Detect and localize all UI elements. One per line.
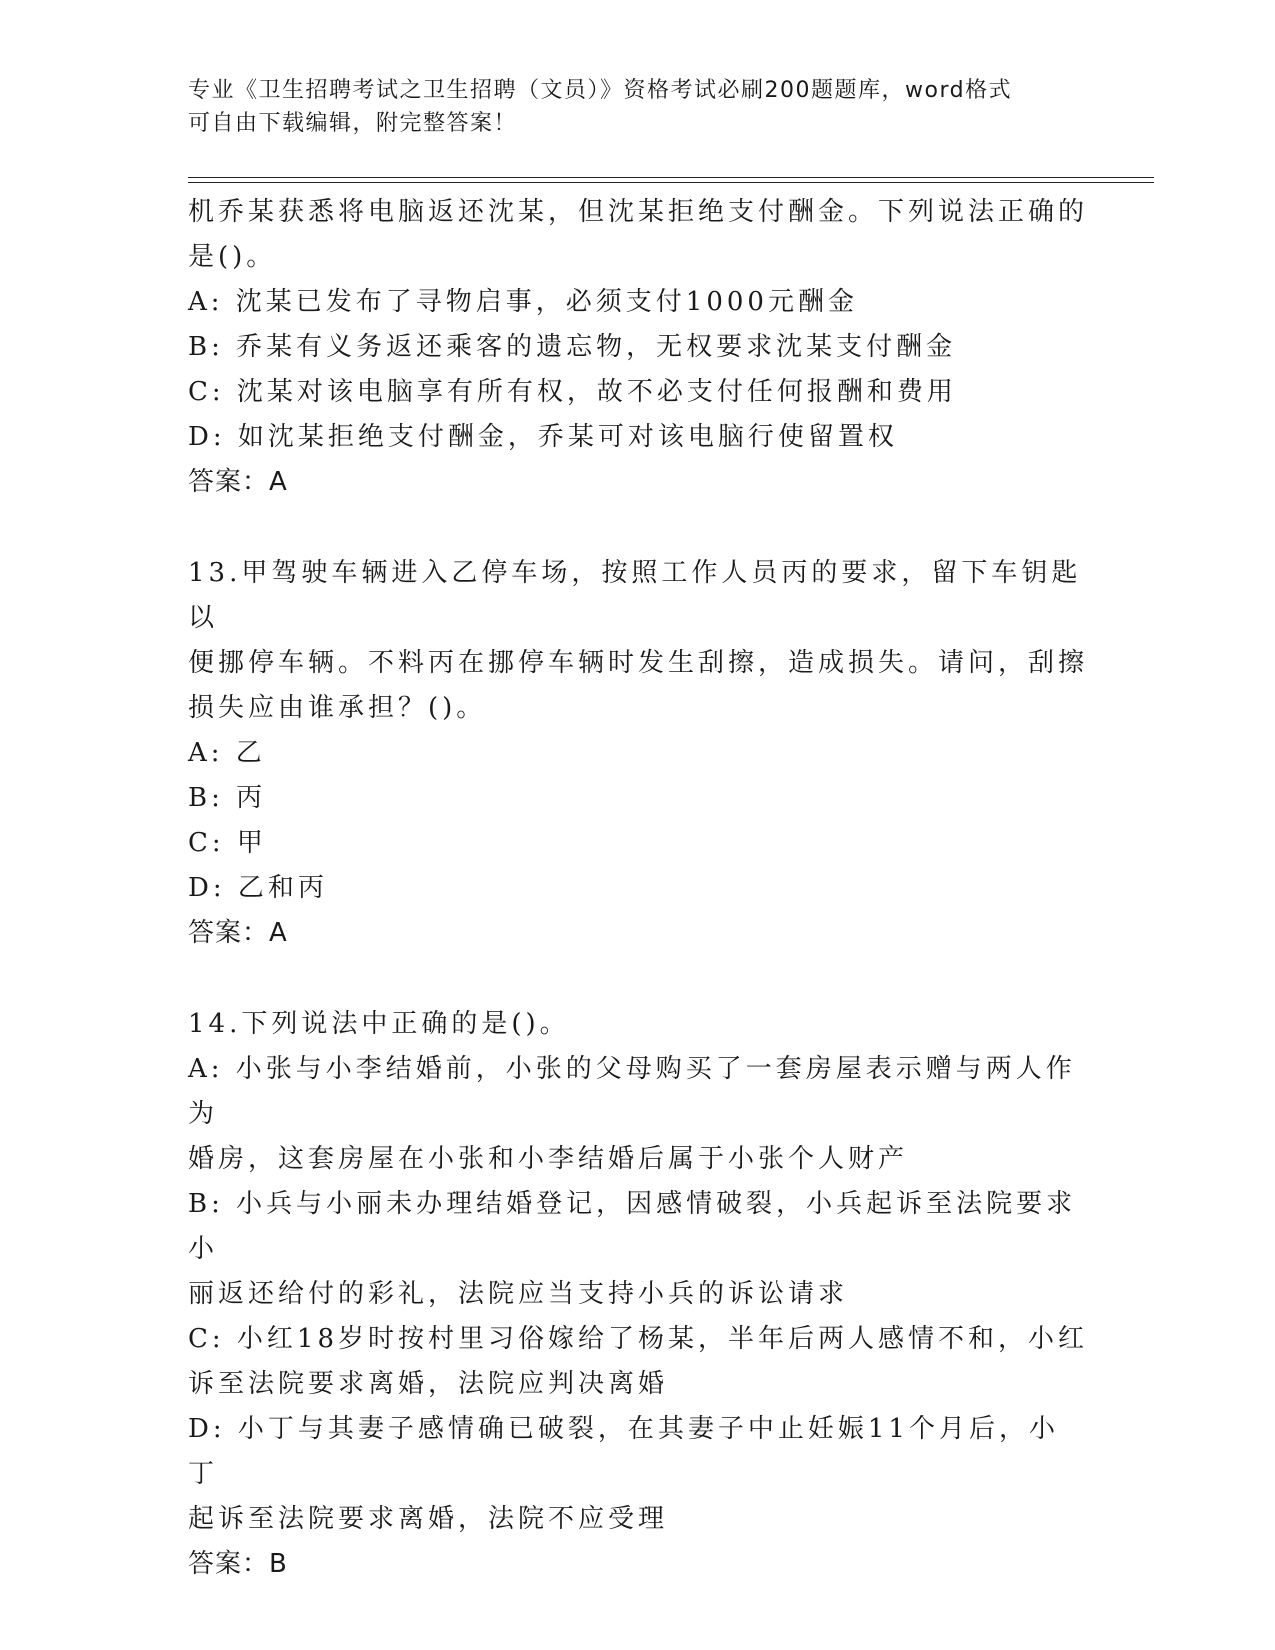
option-a-cont: 婚房，这套房屋在小张和小李结婚后属于小张个人财产: [188, 1144, 909, 1174]
option-b-cont: 丽返还给付的彩礼，法院应当支持小兵的诉讼请求: [188, 1279, 849, 1309]
question-stem: 损失应由谁承担？()。: [188, 693, 487, 723]
answer: 答案：A: [188, 467, 288, 497]
option-a: A: 小张与小李结婚前，小张的父母购买了一套房屋表示赠与两人作为: [188, 1054, 1076, 1129]
question-stem: 便挪停车辆。不料丙在挪停车辆时发生刮擦，造成损失。请问，刮擦: [188, 648, 1089, 678]
header-line-2: 可自由下载编辑，附完整答案！: [188, 111, 518, 136]
option-b: B: 小兵与小丽未办理结婚登记，因感情破裂，小兵起诉至法院要求小: [188, 1189, 1077, 1264]
question-stem: 是()。: [188, 242, 277, 272]
question-14: [188, 1002, 1088, 1587]
option-b: B: 丙: [188, 783, 267, 813]
option-c: C: 甲: [188, 828, 267, 858]
option-c: C: 小红18岁时按村里习俗嫁给了杨某，半年后两人感情不和，小红: [188, 1324, 1089, 1354]
header-divider-bottom: [188, 182, 1154, 183]
header-line-1: 专业《卫生招聘考试之卫生招聘（文员）》资格考试必刷200题题库，word格式: [188, 78, 1013, 103]
header-divider-top: [188, 177, 1154, 178]
option-a: A: 乙: [188, 738, 266, 768]
question-stem: 13.甲驾驶车辆进入乙停车场，按照工作人员丙的要求，留下车钥匙以: [188, 558, 1082, 633]
document-body: [188, 190, 1088, 1587]
document-header: [188, 74, 1068, 140]
option-a: A: 沈某已发布了寻物启事，必须支付1000元酬金: [188, 287, 858, 317]
option-d: D: 如沈某拒绝支付酬金，乔某可对该电脑行使留置权: [188, 422, 898, 452]
option-c-cont: 诉至法院要求离婚，法院应判决离婚: [188, 1369, 669, 1399]
answer: 答案：B: [188, 1549, 288, 1579]
answer: 答案：A: [188, 918, 288, 948]
option-d-cont: 起诉至法院要求离婚，法院不应受理: [188, 1504, 669, 1534]
option-b: B: 乔某有义务返还乘客的遗忘物，无权要求沈某支付酬金: [188, 332, 957, 362]
question-stem: 14.下列说法中正确的是()。: [188, 1009, 570, 1039]
option-c: C: 沈某对该电脑享有所有权，故不必支付任何报酬和费用: [188, 377, 957, 407]
option-d: D: 乙和丙: [188, 873, 328, 903]
option-d: D: 小丁与其妻子感情确已破裂，在其妻子中止妊娠11个月后，小丁: [188, 1414, 1059, 1489]
question-stem: 机乔某获悉将电脑返还沈某，但沈某拒绝支付酬金。下列说法正确的: [188, 197, 1089, 227]
question-13: [188, 551, 1088, 956]
question-12: [188, 190, 1088, 505]
